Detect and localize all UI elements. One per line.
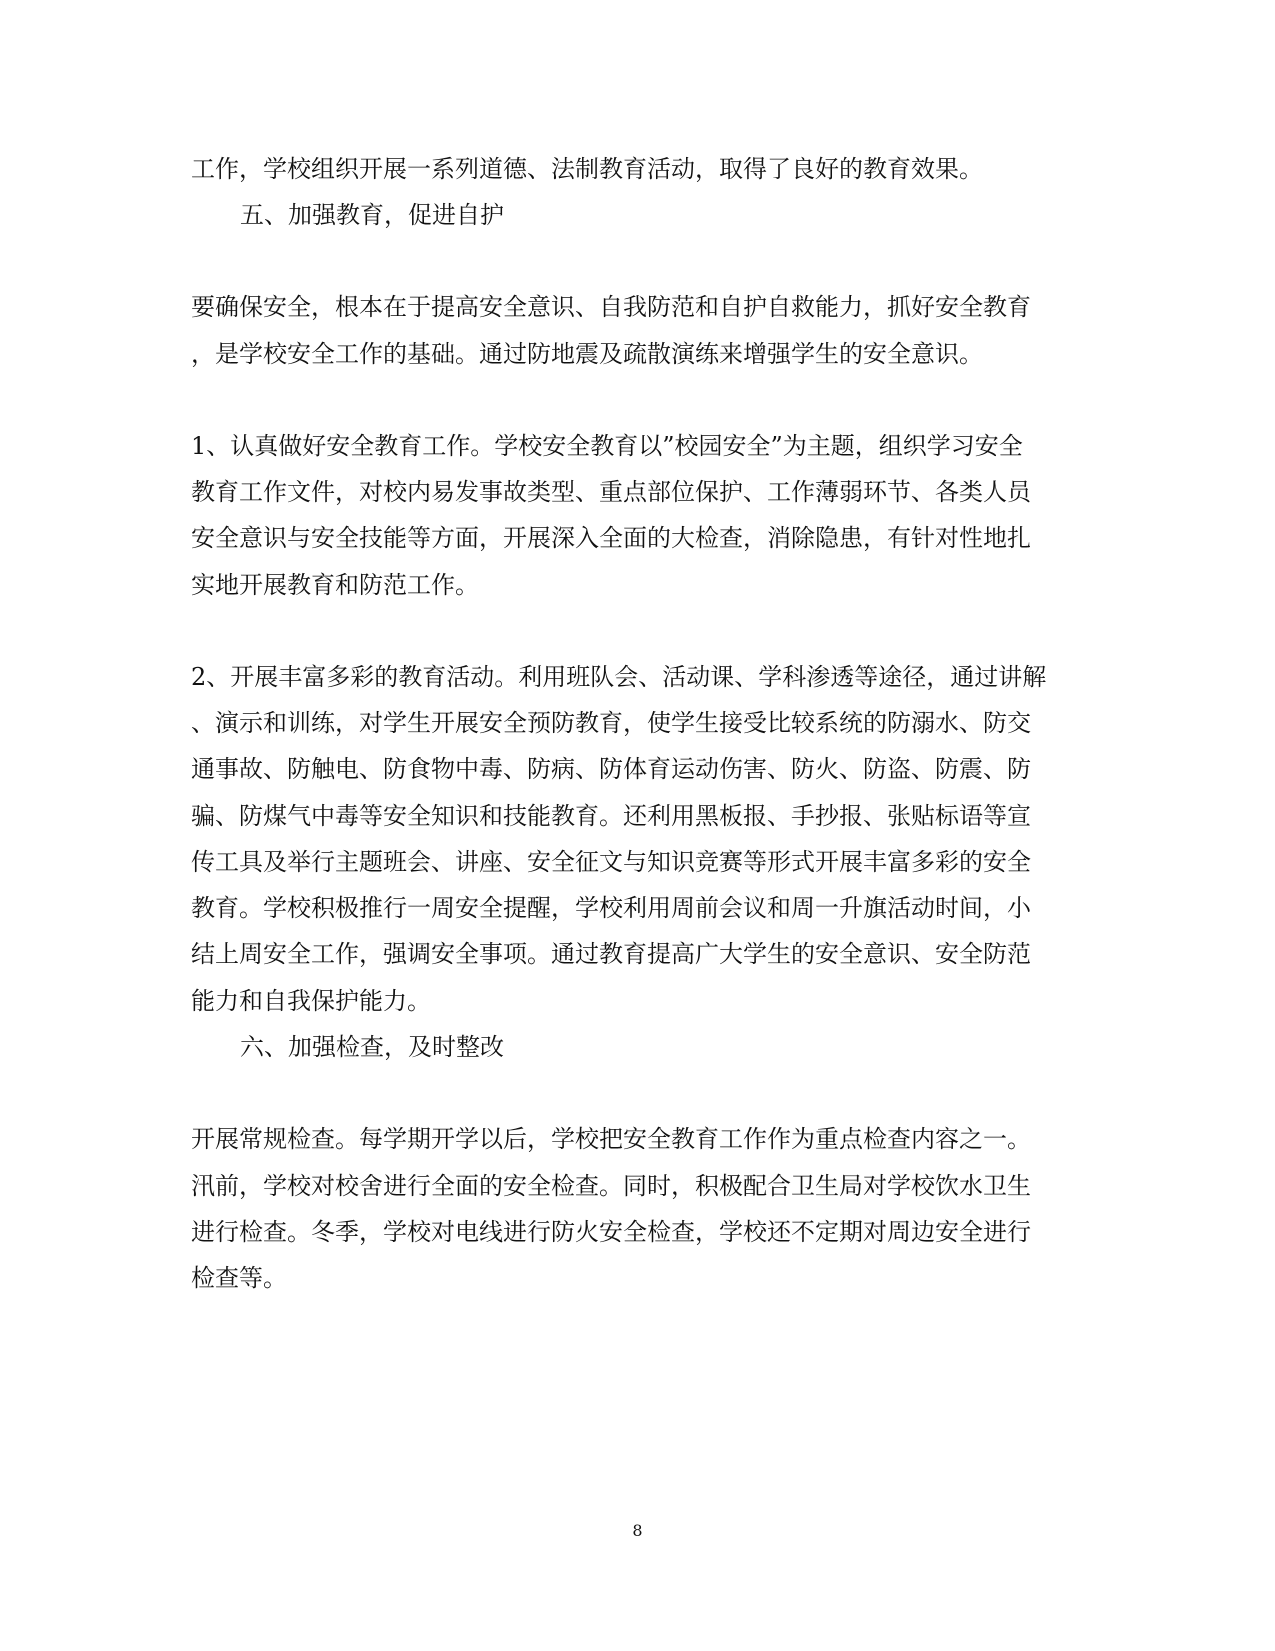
paragraph-line: 工作，学校组织开展一系列道德、法制教育活动，取得了良好的教育效果。 [191,155,983,183]
section-heading: 五、加强教育，促进自护 [240,201,504,229]
paragraph-line: 开展常规检查。每学期开学以后，学校把安全教育工作作为重点检查内容之一。 [191,1125,1031,1153]
paragraph-line: 汛前，学校对校舍进行全面的安全检查。同时，积极配合卫生局对学校饮水卫生 [191,1172,1031,1200]
paragraph-line: 2、开展丰富多彩的教育活动。利用班队会、活动课、学科渗透等途径，通过讲解 [191,663,1047,691]
paragraph-line: 教育。学校积极推行一周安全提醒，学校利用周前会议和周一升旗活动时间，小 [191,894,1031,922]
paragraph-line: ，是学校安全工作的基础。通过防地震及疏散演练来增强学生的安全意识。 [191,340,983,368]
paragraph-line: 骗、防煤气中毒等安全知识和技能教育。还利用黑板报、手抄报、张贴标语等宣 [191,802,1031,830]
paragraph-line: 、演示和训练，对学生开展安全预防教育，使学生接受比较系统的防溺水、防交 [191,709,1031,737]
paragraph-line: 传工具及举行主题班会、讲座、安全征文与知识竞赛等形式开展丰富多彩的安全 [191,848,1031,876]
paragraph-line: 结上周安全工作，强调安全事项。通过教育提高广大学生的安全意识、安全防范 [191,940,1031,968]
paragraph-line: 能力和自我保护能力。 [191,987,431,1015]
paragraph-line: 教育工作文件，对校内易发事故类型、重点部位保护、工作薄弱环节、各类人员 [191,478,1031,506]
paragraph-line: 安全意识与安全技能等方面，开展深入全面的大检查，消除隐患，有针对性地扎 [191,524,1031,552]
paragraph-line: 通事故、防触电、防食物中毒、防病、防体育运动伤害、防火、防盗、防震、防 [191,755,1031,783]
paragraph-line: 实地开展教育和防范工作。 [191,571,479,599]
paragraph-line: 1、认真做好安全教育工作。学校安全教育以”校园安全”为主题，组织学习安全 [191,432,1023,460]
paragraph-line: 进行检查。冬季，学校对电线进行防火安全检查，学校还不定期对周边安全进行 [191,1218,1031,1246]
page-number: 8 [632,1521,643,1540]
paragraph-line: 要确保安全，根本在于提高安全意识、自我防范和自护自救能力，抓好安全教育 [191,293,1031,321]
paragraph-line: 检查等。 [191,1264,287,1292]
section-heading: 六、加强检查，及时整改 [240,1033,504,1061]
